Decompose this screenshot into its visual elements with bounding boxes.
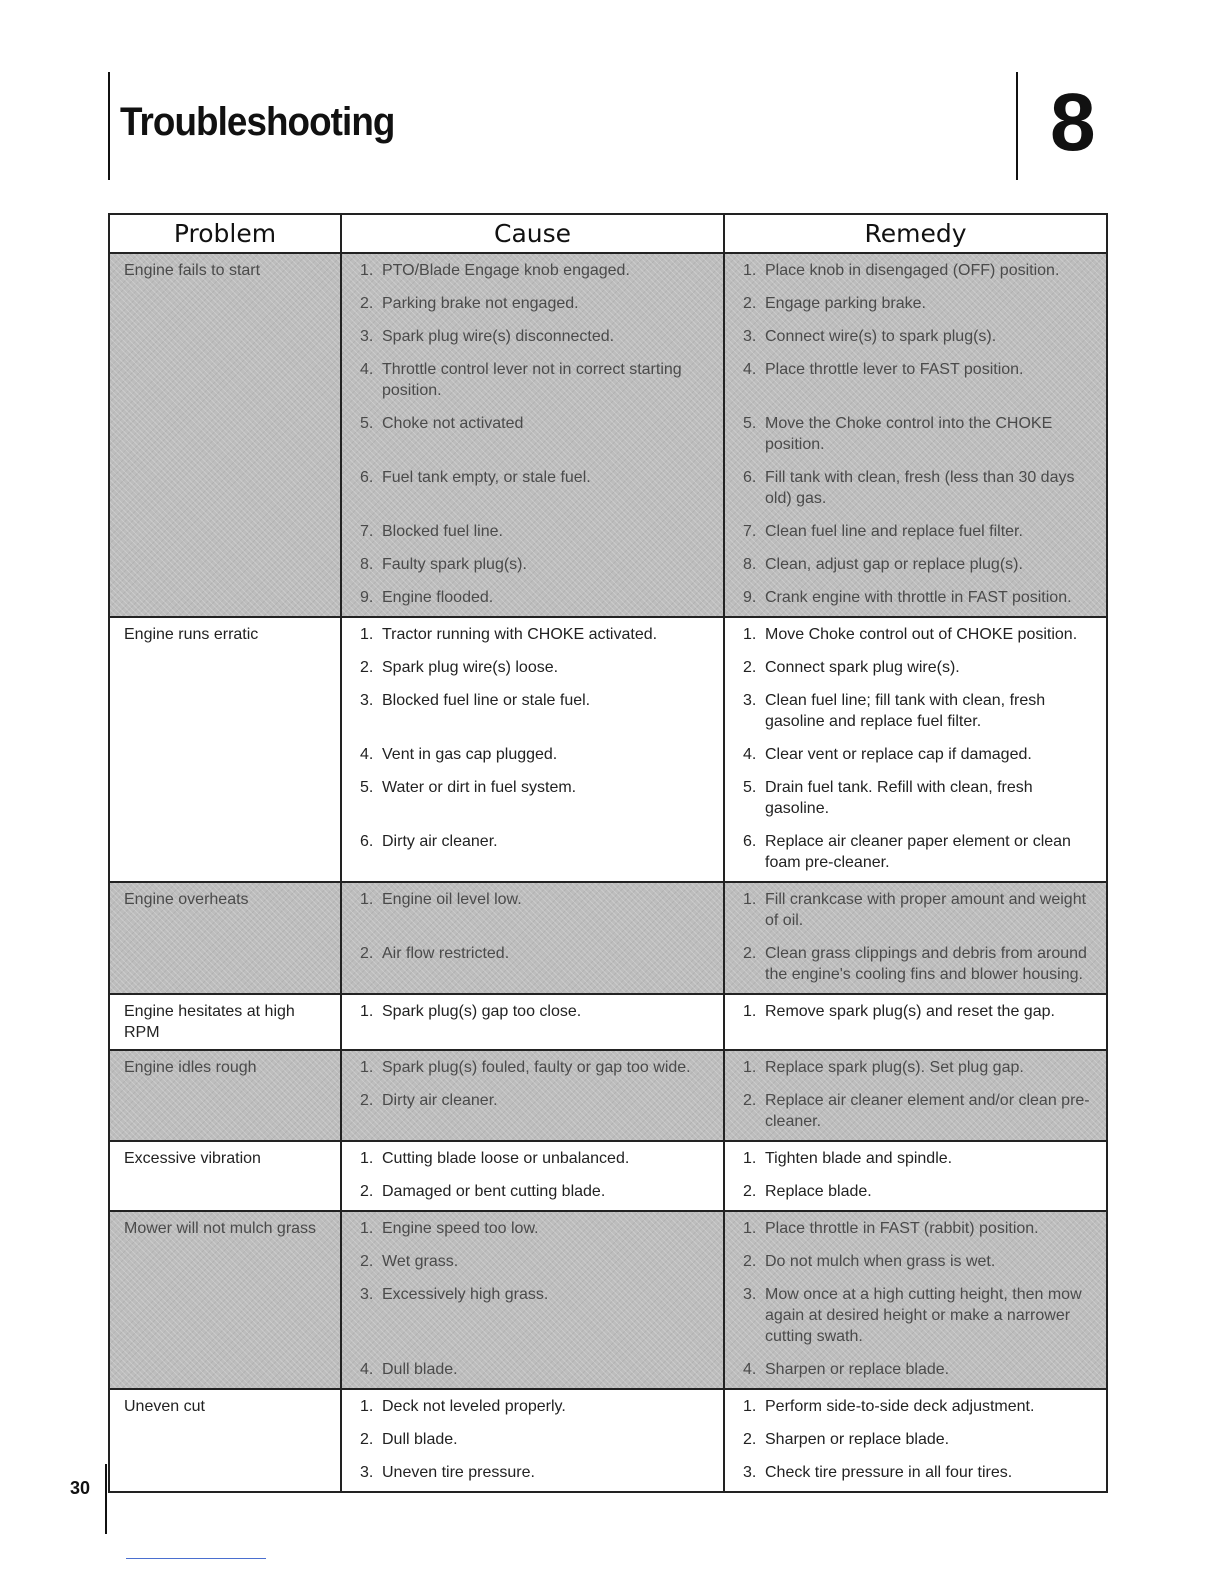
cause-item — [360, 554, 715, 575]
remedy-text: Move the Choke control into the CHOKE position. — [765, 415, 1053, 453]
cause-text: Choke not activated — [382, 415, 524, 432]
item-number: 6. — [360, 833, 374, 850]
page-number: 30 — [70, 1478, 91, 1498]
remedy-text: Replace blade. — [765, 1183, 872, 1200]
item-number: 2. — [743, 295, 757, 312]
cause-text: Engine oil level low. — [382, 891, 522, 908]
item-number: 4. — [360, 1361, 374, 1378]
remedy-text: Connect spark plug wire(s). — [765, 659, 960, 676]
remedy-item — [743, 1181, 1098, 1202]
item-number: 3. — [743, 1286, 757, 1303]
footer-link-underline — [126, 1558, 266, 1559]
cause-item — [360, 777, 715, 819]
cause-item — [360, 359, 715, 401]
remedy-text: Do not mulch when grass is wet. — [765, 1253, 996, 1270]
item-number: 1. — [743, 262, 757, 279]
item-number: 2. — [360, 1092, 374, 1109]
cause-item — [360, 1251, 715, 1272]
item-number: 1. — [743, 891, 757, 908]
remedy-item — [743, 777, 1098, 819]
cause-item — [360, 1429, 715, 1450]
cause-cell — [342, 883, 725, 993]
problem-cell: Engine overheats — [110, 883, 342, 993]
remedy-text: Place knob in disengaged (OFF) position. — [765, 262, 1060, 279]
item-number: 1. — [360, 1059, 374, 1076]
item-number: 6. — [743, 833, 757, 850]
cause-item — [360, 657, 715, 678]
cause-item — [360, 413, 715, 455]
problem-cell: Uneven cut — [110, 1390, 342, 1491]
item-number: 2. — [360, 945, 374, 962]
remedy-cell — [725, 1212, 1106, 1388]
table-row — [110, 1212, 1106, 1390]
cause-item — [360, 1359, 715, 1380]
remedy-cell — [725, 1051, 1106, 1140]
item-number: 1. — [743, 1220, 757, 1237]
remedy-text: Clean grass clippings and debris from around the engine's cooling fins and blower housing. — [765, 945, 1087, 983]
table-row — [110, 995, 1106, 1051]
item-number: 3. — [743, 1464, 757, 1481]
remedy-text: Sharpen or replace blade. — [765, 1431, 950, 1448]
remedy-text: Perform side-to-side deck adjustment. — [765, 1398, 1035, 1415]
cause-item — [360, 1218, 715, 1239]
remedy-cell — [725, 995, 1106, 1049]
cause-text: Spark plug(s) gap too close. — [382, 1003, 582, 1020]
remedy-text: Remove spark plug(s) and reset the gap. — [765, 1003, 1055, 1020]
cause-item — [360, 1284, 715, 1347]
cause-cell — [342, 1390, 725, 1491]
item-number: 2. — [360, 659, 374, 676]
cause-text: Fuel tank empty, or stale fuel. — [382, 469, 591, 486]
remedy-cell — [725, 1390, 1106, 1491]
cause-text: Spark plug(s) fouled, faulty or gap too wide. — [382, 1059, 691, 1076]
table-row — [110, 1390, 1106, 1491]
remedy-item — [743, 1057, 1098, 1078]
header-cause: Cause — [342, 215, 725, 252]
remedy-text: Check tire pressure in all four tires. — [765, 1464, 1013, 1481]
cause-item — [360, 1462, 715, 1483]
cause-item — [360, 1057, 715, 1078]
remedy-text: Clear vent or replace cap if damaged. — [765, 746, 1032, 763]
item-number: 4. — [743, 361, 757, 378]
item-number: 9. — [360, 589, 374, 606]
cause-text: Tractor running with CHOKE activated. — [382, 626, 658, 643]
remedy-item — [743, 1251, 1098, 1272]
item-number: 5. — [360, 415, 374, 432]
cause-text: Wet grass. — [382, 1253, 459, 1270]
item-number: 3. — [360, 692, 374, 709]
cause-text: Deck not leveled properly. — [382, 1398, 566, 1415]
remedy-item — [743, 1462, 1098, 1483]
item-number: 6. — [360, 469, 374, 486]
item-number: 1. — [360, 1398, 374, 1415]
item-number: 2. — [360, 1253, 374, 1270]
item-number: 3. — [743, 328, 757, 345]
item-number: 1. — [360, 626, 374, 643]
item-number: 7. — [360, 523, 374, 540]
table-row — [110, 1051, 1106, 1142]
item-number: 2. — [360, 1183, 374, 1200]
item-number: 2. — [743, 1253, 757, 1270]
cause-item — [360, 831, 715, 873]
remedy-item — [743, 831, 1098, 873]
item-number: 1. — [360, 1150, 374, 1167]
cause-item — [360, 467, 715, 509]
item-number: 3. — [360, 1464, 374, 1481]
troubleshooting-table — [108, 213, 1108, 1493]
item-number: 8. — [743, 556, 757, 573]
cause-cell — [342, 1051, 725, 1140]
remedy-item — [743, 1001, 1098, 1022]
cause-item — [360, 943, 715, 985]
cause-text: PTO/Blade Engage knob engaged. — [382, 262, 630, 279]
remedy-text: Connect wire(s) to spark plug(s). — [765, 328, 997, 345]
remedy-item — [743, 1429, 1098, 1450]
remedy-text: Place throttle lever to FAST position. — [765, 361, 1024, 378]
remedy-item — [743, 943, 1098, 985]
remedy-item — [743, 326, 1098, 347]
remedy-item — [743, 587, 1098, 608]
cause-text: Faulty spark plug(s). — [382, 556, 527, 573]
item-number: 4. — [743, 1361, 757, 1378]
problem-cell: Excessive vibration — [110, 1142, 342, 1210]
cause-item — [360, 521, 715, 542]
item-number: 7. — [743, 523, 757, 540]
cause-text: Dirty air cleaner. — [382, 1092, 498, 1109]
item-number: 3. — [360, 1286, 374, 1303]
cause-item — [360, 624, 715, 645]
cause-item — [360, 1396, 715, 1417]
remedy-item — [743, 1218, 1098, 1239]
remedy-text: Replace spark plug(s). Set plug gap. — [765, 1059, 1024, 1076]
problem-cell: Engine runs erratic — [110, 618, 342, 881]
item-number: 6. — [743, 469, 757, 486]
remedy-item — [743, 260, 1098, 281]
item-number: 1. — [743, 626, 757, 643]
header-remedy: Remedy — [864, 219, 967, 248]
cause-item — [360, 326, 715, 347]
item-number: 1. — [360, 891, 374, 908]
remedy-item — [743, 1090, 1098, 1132]
cause-text: Engine flooded. — [382, 589, 494, 606]
item-number: 2. — [743, 1092, 757, 1109]
remedy-text: Move Choke control out of CHOKE position. — [765, 626, 1078, 643]
cause-text: Throttle control lever not in correct starting position. — [382, 361, 682, 399]
problem-cell: Engine fails to start — [110, 254, 342, 616]
item-number: 3. — [743, 692, 757, 709]
remedy-item — [743, 1396, 1098, 1417]
remedy-text: Engage parking brake. — [765, 295, 926, 312]
remedy-text: Mow once at a high cutting height, then mow again at desired height or make a narrower cutting swath. — [765, 1286, 1082, 1345]
problem-cell: Mower will not mulch grass — [110, 1212, 342, 1388]
cause-text: Dull blade. — [382, 1431, 458, 1448]
cause-item — [360, 1090, 715, 1132]
remedy-text: Clean fuel line and replace fuel filter. — [765, 523, 1023, 540]
remedy-text: Tighten blade and spindle. — [765, 1150, 953, 1167]
remedy-item — [743, 554, 1098, 575]
item-number: 5. — [743, 415, 757, 432]
cause-text: Dull blade. — [382, 1361, 458, 1378]
cause-text: Cutting blade loose or unbalanced. — [382, 1150, 630, 1167]
item-number: 4. — [360, 361, 374, 378]
remedy-item — [743, 744, 1098, 765]
remedy-text: Place throttle in FAST (rabbit) position. — [765, 1220, 1039, 1237]
remedy-item — [743, 467, 1098, 509]
item-number: 1. — [360, 1220, 374, 1237]
cause-item — [360, 1181, 715, 1202]
remedy-text: Clean, adjust gap or replace plug(s). — [765, 556, 1023, 573]
remedy-text: Sharpen or replace blade. — [765, 1361, 950, 1378]
table-row — [110, 254, 1106, 618]
cause-text: Spark plug wire(s) disconnected. — [382, 328, 615, 345]
item-number: 2. — [743, 945, 757, 962]
chapter-number: 8 — [1050, 77, 1096, 168]
item-number: 1. — [743, 1150, 757, 1167]
cause-cell — [342, 254, 725, 616]
item-number: 1. — [360, 1003, 374, 1020]
cause-item — [360, 587, 715, 608]
table-header — [110, 215, 1106, 254]
remedy-cell — [725, 618, 1106, 881]
remedy-cell — [725, 883, 1106, 993]
table-row — [110, 883, 1106, 995]
item-number: 1. — [743, 1398, 757, 1415]
remedy-item — [743, 1148, 1098, 1169]
cause-text: Spark plug wire(s) loose. — [382, 659, 559, 676]
page-title: Troubleshooting — [120, 100, 395, 144]
table-row — [110, 1142, 1106, 1212]
cause-text: Air flow restricted. — [382, 945, 510, 962]
item-number: 2. — [743, 1431, 757, 1448]
cause-text: Parking brake not engaged. — [382, 295, 579, 312]
cause-item — [360, 260, 715, 281]
remedy-cell — [725, 254, 1106, 616]
item-number: 1. — [743, 1003, 757, 1020]
cause-text: Engine speed too low. — [382, 1220, 539, 1237]
item-number: 9. — [743, 589, 757, 606]
remedy-item — [743, 624, 1098, 645]
chapter-divider — [1016, 72, 1018, 180]
problem-cell: Engine hesitates at high RPM — [110, 995, 342, 1049]
cause-text: Blocked fuel line. — [382, 523, 503, 540]
remedy-item — [743, 1284, 1098, 1347]
table-row — [110, 618, 1106, 883]
remedy-text: Fill crankcase with proper amount and weight of oil. — [765, 891, 1087, 929]
remedy-item — [743, 521, 1098, 542]
remedy-text: Replace air cleaner paper element or clean foam pre-cleaner. — [765, 833, 1071, 871]
item-number: 1. — [743, 1059, 757, 1076]
cause-item — [360, 1001, 715, 1022]
header-problem: Problem — [110, 215, 342, 252]
remedy-text: Fill tank with clean, fresh (less than 30 days old) gas. — [765, 469, 1075, 507]
cause-item — [360, 1148, 715, 1169]
item-number: 3. — [360, 328, 374, 345]
remedy-item — [743, 359, 1098, 401]
cause-cell — [342, 618, 725, 881]
remedy-item — [743, 690, 1098, 732]
cause-item — [360, 690, 715, 732]
remedy-text: Replace air cleaner element and/or clean pre-cleaner. — [765, 1092, 1090, 1130]
remedy-text: Crank engine with throttle in FAST position. — [765, 589, 1072, 606]
cause-item — [360, 889, 715, 931]
cause-cell — [342, 1142, 725, 1210]
item-number: 5. — [743, 779, 757, 796]
cause-cell — [342, 1212, 725, 1388]
cause-text: Vent in gas cap plugged. — [382, 746, 558, 763]
cause-text: Water or dirt in fuel system. — [382, 779, 577, 796]
cause-text: Blocked fuel line or stale fuel. — [382, 692, 591, 709]
title-divider — [108, 72, 110, 180]
cause-text: Damaged or bent cutting blade. — [382, 1183, 606, 1200]
remedy-item — [743, 413, 1098, 455]
item-number: 2. — [360, 1431, 374, 1448]
item-number: 4. — [743, 746, 757, 763]
item-number: 1. — [360, 262, 374, 279]
item-number: 8. — [360, 556, 374, 573]
footer-divider — [105, 1464, 107, 1534]
cause-item — [360, 744, 715, 765]
cause-text: Uneven tire pressure. — [382, 1464, 535, 1481]
table-body — [110, 254, 1106, 1491]
problem-cell: Engine idles rough — [110, 1051, 342, 1140]
remedy-item — [743, 889, 1098, 931]
item-number: 2. — [360, 295, 374, 312]
remedy-item — [743, 1359, 1098, 1380]
cause-item — [360, 293, 715, 314]
cause-text: Dirty air cleaner. — [382, 833, 498, 850]
item-number: 5. — [360, 779, 374, 796]
remedy-text: Clean fuel line; fill tank with clean, fresh gasoline and replace fuel filter. — [765, 692, 1046, 730]
remedy-cell — [725, 1142, 1106, 1210]
item-number: 4. — [360, 746, 374, 763]
cause-text: Excessively high grass. — [382, 1286, 549, 1303]
item-number: 2. — [743, 1183, 757, 1200]
remedy-item — [743, 293, 1098, 314]
remedy-text: Drain fuel tank. Refill with clean, fresh gasoline. — [765, 779, 1033, 817]
item-number: 2. — [743, 659, 757, 676]
remedy-item — [743, 657, 1098, 678]
cause-cell — [342, 995, 725, 1049]
